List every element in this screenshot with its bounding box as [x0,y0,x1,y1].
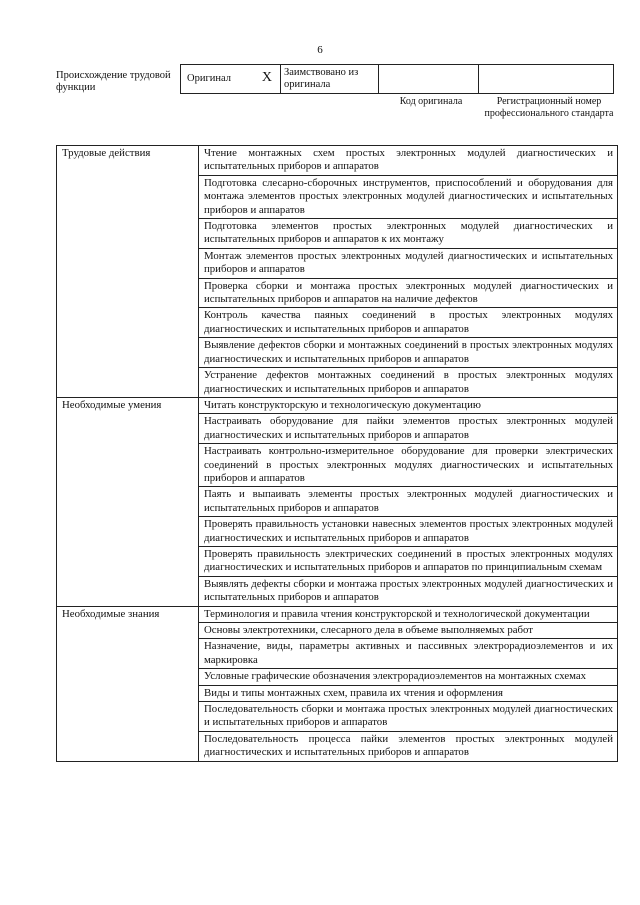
section-item: Читать конструкторскую и технологическую документацию [199,397,618,413]
section-item: Условные графические обозначения электрорадиоэлементов на монтажных схемах [199,669,618,685]
section-item: Подготовка элементов простых электронных модулей диагностических и испытательных приборов и аппаратов к их монтажу [199,219,618,249]
section-item: Виды и типы монтажных схем, правила их чтения и оформления [199,685,618,701]
section-item: Проверка сборки и монтажа простых электронных модулей диагностических и испытательных приборов и аппаратов на наличие дефектов [199,278,618,308]
section-item: Монтаж элементов простых электронных модулей диагностических и испытательных приборов и аппаратов [199,248,618,278]
code-cell [379,65,479,93]
code-caption: Код оригинала [399,96,463,107]
section-title: Трудовые действия [57,146,199,398]
section-item: Проверять правильность установки навесных элементов простых электронных модулей диагностических и испытательных приборов и аппаратов [199,517,618,547]
section-item: Основы электротехники, слесарного дела в объеме выполняемых работ [199,623,618,639]
section-item: Выявление дефектов сборки и монтажных соединений в простых электронных модулях диагностических и испытательных приборов и аппаратов [199,338,618,368]
section-item: Выявлять дефекты сборки и монтажа простых электронных модулей диагностических и испытательных приборов и аппаратов [199,576,618,606]
table-row [57,606,618,622]
section-item: Назначение, виды, параметры активных и пассивных электрорадиоэлементов и их маркировка [199,639,618,669]
section-item: Терминология и правила чтения конструкторской и технологической документации [199,606,618,622]
function-table [56,145,618,762]
original-mark: X [261,70,272,85]
table-row [57,146,618,176]
page-number: 6 [317,44,323,56]
section-item: Подготовка слесарно-сборочных инструментов, приспособлений и оборудования для монтажа элементов простых электронных модулей диагностических и испытательных приборов и аппаратов [199,175,618,218]
section-item: Чтение монтажных схем простых электронных модулей диагностических и испытательных приборов и аппаратов [199,146,618,176]
original-cell [181,65,281,93]
section-item: Последовательность сборки и монтажа простых электронных модулей диагностических и испытательных приборов и аппаратов [199,702,618,732]
reg-caption: Регистрационный номер профессионального стандарта [484,96,614,119]
table-row [57,397,618,413]
section-title: Необходимые умения [57,397,199,606]
section-item: Проверять правильность электрических соединений в простых электронных модулях диагностических и испытательных приборов и аппаратов по принципиальным схемам [199,546,618,576]
section-title: Необходимые знания [57,606,199,761]
origin-table [180,64,614,94]
section-item: Настраивать контрольно-измерительное оборудование для проверки электрических соединений в простых электронных модулях диагностических и испытательных приборов и аппаратов [199,444,618,487]
origin-label: Происхождение трудовой функции [56,70,171,93]
section-item: Контроль качества паяных соединений в простых электронных модулях диагностических и испытательных приборов и аппаратов [199,308,618,338]
reg-number-cell [479,65,613,93]
section-item: Последовательность процесса пайки элементов простых электронных модулей диагностических и испытательных приборов и аппаратов [199,731,618,761]
section-item: Устранение дефектов монтажных соединений в простых электронных модулях диагностических и испытательных приборов и аппаратов [199,368,618,398]
borrowed-label: Заимствовано из оригинала [281,65,379,93]
section-item: Настраивать оборудование для пайки элементов простых электронных модулей диагностических и испытательных приборов и аппаратов [199,414,618,444]
original-label: Оригинал [187,73,231,84]
section-item: Паять и выпаивать элементы простых электронных модулей диагностических и испытательных приборов и аппаратов [199,487,618,517]
